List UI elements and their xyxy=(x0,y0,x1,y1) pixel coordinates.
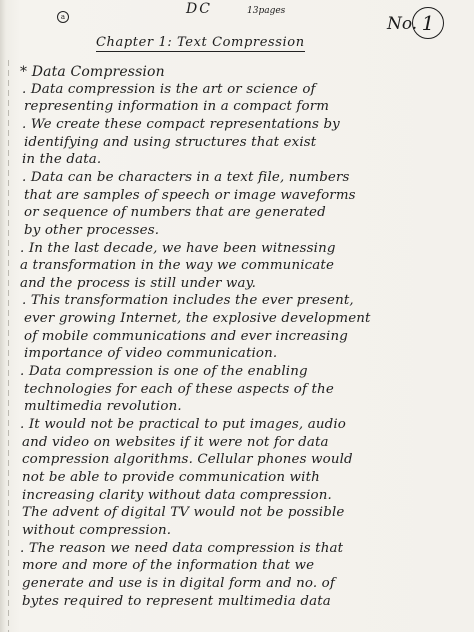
page-header xyxy=(0,2,474,62)
note-line: technologies for each of these aspects of the xyxy=(24,381,334,397)
note-line: . In the last decade, we have been witnessing xyxy=(20,240,336,256)
note-line: in the data. xyxy=(22,152,102,168)
note-line: importance of video communication. xyxy=(24,346,278,362)
note-line: . It would not be practical to put images, audio xyxy=(20,417,347,432)
note-line: multimedia revolution. xyxy=(24,399,182,415)
note-line: and video on websites if it were not for data xyxy=(22,434,329,450)
note-line: ever growing Internet, the explosive development xyxy=(24,311,371,327)
page-number-label: No. xyxy=(387,14,418,34)
note-line: not be able to provide communication with xyxy=(22,469,320,485)
note-line: representing information in a compact form xyxy=(24,99,330,115)
chapter-title: Chapter 1: Text Compression xyxy=(96,35,305,50)
note-line: by other processes. xyxy=(24,222,160,238)
note-line: . Data compression is the art or science of xyxy=(22,81,316,97)
note-line: . This transformation includes the ever present, xyxy=(22,293,354,309)
note-line: that are samples of speech or image waveforms xyxy=(24,187,356,203)
section-heading: * Data Compression xyxy=(20,64,165,80)
note-line: . Data can be characters in a text file, numbers xyxy=(22,169,350,185)
note-line: of mobile communications and ever increasing xyxy=(24,328,348,344)
note-line: and the process is still under way. xyxy=(20,275,256,291)
note-line: bytes required to represent multimedia data xyxy=(22,593,331,609)
note-line: a transformation in the way we communicate xyxy=(20,258,335,274)
note-line: without compression. xyxy=(22,522,172,538)
note-line: more and more of the information that we xyxy=(22,558,315,574)
margin-line xyxy=(8,60,9,632)
note-line: or sequence of numbers that are generated xyxy=(24,205,326,221)
page-number: 1 xyxy=(412,7,444,39)
note-line: . The reason we need data compression is that xyxy=(20,540,344,556)
note-line: The advent of digital TV would not be possible xyxy=(22,505,345,521)
note-line: . Data compression is one of the enabling xyxy=(20,364,308,380)
note-line: identifying and using structures that exist xyxy=(24,134,317,150)
note-line: compression algorithms. Cellular phones would xyxy=(22,452,353,468)
subject-code: DC xyxy=(186,1,212,17)
note-line: . We create these compact representations by xyxy=(22,116,340,132)
page-count-note: 13pages xyxy=(247,6,286,16)
circle-mark: a xyxy=(57,11,69,23)
note-line: generate and use is in digital form and no. of xyxy=(22,575,335,591)
note-line: increasing clarity without data compression. xyxy=(22,487,332,503)
